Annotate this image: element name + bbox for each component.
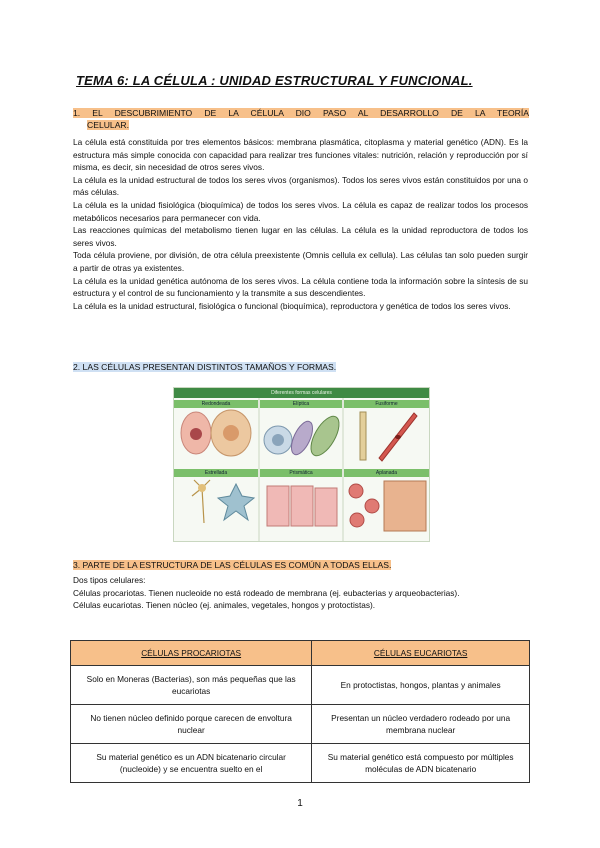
table-cell: No tienen núcleo definido porque carecen de envoltura nuclear	[71, 705, 312, 744]
table-cell: En protoctistas, hongos, plantas y animales	[312, 666, 530, 705]
figure-title: Diferentes formas celulares	[174, 388, 429, 398]
section-2-heading-text: 2. LAS CÉLULAS PRESENTAN DISTINTOS TAMAÑOS Y FORMAS.	[73, 362, 337, 372]
page-number: 1	[297, 798, 303, 809]
section-3-heading-text: 3. PARTE DE LA ESTRUCTURA DE LAS CÉLULAS ES COMÚN A TODAS ELLAS.	[73, 560, 392, 570]
figure-category: Fusiforme	[344, 400, 429, 408]
cell-illustrations	[174, 388, 429, 541]
fusiform-cell-tan	[360, 412, 366, 460]
section-3-heading	[73, 560, 391, 572]
column-header: CÉLULAS PROCARIOTAS	[71, 641, 312, 666]
paragraph: La célula está constituida por tres elementos básicos: membrana plasmática, citoplasma y material genético (ADN). Es la estructura más simple conocida con capacidad para realizar tres funciones vitales: nutrición, relación y reproducción por sí misma, es decir, sin necesidad de otros seres vivos.	[73, 137, 528, 173]
figure-category: Prismática	[260, 469, 342, 477]
paragraph: Toda célula proviene, por división, de otra célula preexistente (Omnis cellula ex cellula). Las células tan solo pueden surgir a partir de otras ya existentes.	[73, 250, 528, 273]
table-cell: Su material genético está compuesto por múltiples moléculas de ADN bicatenario	[312, 744, 530, 783]
table-row	[71, 744, 530, 783]
paragraph: Células procariotas. Tienen nucleoide no está rodeado de membrana (ej. eubacterias y arqueobacterias).	[73, 587, 460, 598]
star-cell	[218, 484, 254, 520]
paragraph: La célula es la unidad estructural, fisiológica o funcional (bioquímica), reproductora y genética de todos los seres vivos.	[73, 300, 511, 311]
paragraph: Células eucariotas. Tienen núcleo (ej. animales, vegetales, hongos y protoctistas).	[73, 600, 376, 611]
flat-cell-red	[349, 484, 363, 498]
section-1-heading	[73, 108, 529, 131]
cell-types-table	[70, 640, 530, 783]
column-header: CÉLULAS EUCARIOTAS	[312, 641, 530, 666]
figure-category: Elíptica	[260, 400, 342, 408]
paragraph: La célula es la unidad estructural de todos los seres vivos (organismos). Todos los seres vivos están constituidos por una o más células.	[73, 174, 528, 198]
flat-cell-tissue	[384, 481, 426, 531]
figure-category: Redondeada	[174, 400, 258, 408]
document-title: TEMA 6: LA CÉLULA : UNIDAD ESTRUCTURAL Y FUNCIONAL.	[76, 73, 473, 88]
table-row	[71, 666, 530, 705]
table-cell: Solo en Moneras (Bacterias), son más pequeñas que las eucariotas	[71, 666, 312, 705]
cell-shapes-figure	[173, 387, 430, 542]
section-3-body	[73, 574, 528, 612]
section-1-body	[73, 136, 528, 312]
section-2-heading	[73, 362, 336, 374]
prismatic-cell	[267, 486, 289, 526]
paragraph: La célula es la unidad fisiológica (bioquímica) de todos los seres vivos. La célula es capaz de realizar todos los procesos metabólicos necesarios para permanecer con vida.	[73, 199, 528, 223]
paragraph: La célula es la unidad genética autónoma de los seres vivos. La célula contiene toda la información sobre la síntesis de su estructura y el control de su funcionamiento y la transmite a sus descendientes.	[73, 275, 528, 299]
paragraph: Las reacciones químicas del metabolismo tienen lugar en las células. La célula es la unidad reproductora de todos los seres vivos.	[73, 225, 528, 248]
paragraph: Dos tipos celulares:	[73, 575, 146, 585]
table-row	[71, 705, 530, 744]
table-header-row	[71, 641, 530, 666]
section-1-heading-line1: 1. EL DESCUBRIMIENTO DE LA CÉLULA DIO PASO AL DESARROLLO DE LA TEORÍA	[73, 108, 529, 118]
table-cell: Su material genético es un ADN bicatenario circular (nucleoide) y se encuentra suelto en el	[71, 744, 312, 783]
figure-category: Aplanada	[344, 469, 429, 477]
table-cell: Presentan un núcleo verdadero rodeado por una membrana nuclear	[312, 705, 530, 744]
figure-category: Estrellada	[174, 469, 258, 477]
section-1-heading-line2: CELULAR.	[87, 119, 130, 130]
